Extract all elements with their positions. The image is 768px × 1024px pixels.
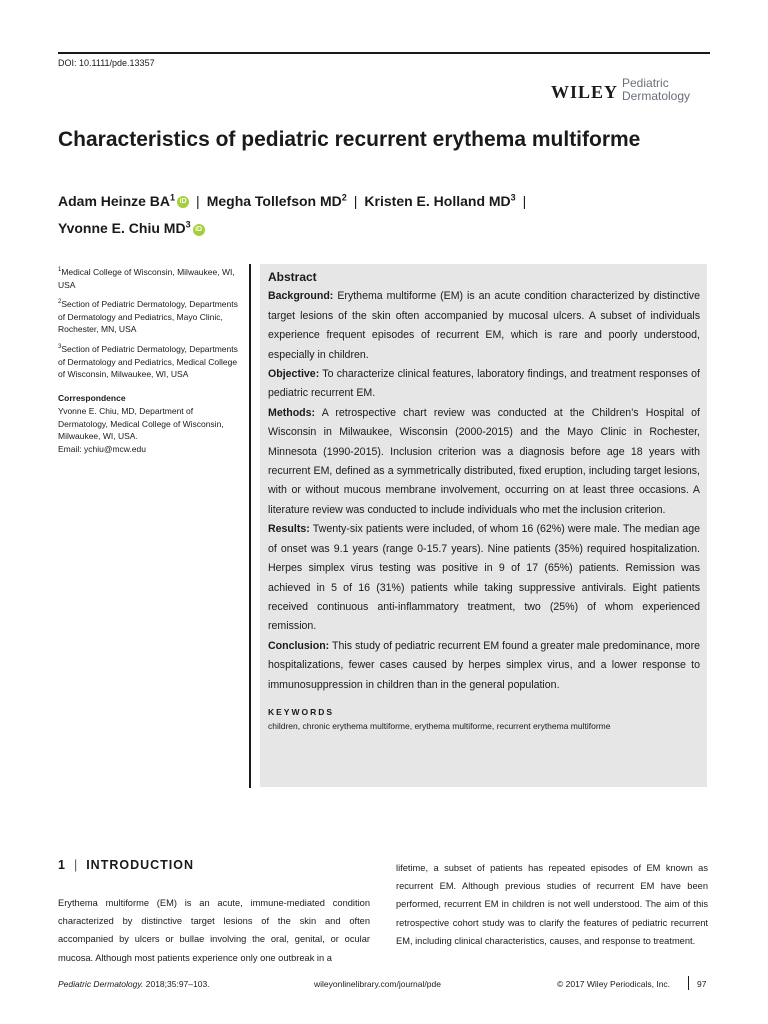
top-rule <box>58 52 710 54</box>
footer-divider <box>688 976 689 990</box>
abstract-conclusion: Conclusion: This study of pediatric recurrent EM found a greater male predominance, more hospitalizations, fewer cases caused by herpes simplex virus, and a lower response to immunosuppression in children than in the general population. <box>268 639 700 691</box>
abstract <box>268 268 700 733</box>
footer-citation: Pediatric Dermatology. 2018;35:97–103. <box>58 979 210 989</box>
correspondence-text: Yvonne E. Chiu, MD, Department of Dermatology, Medical College of Wisconsin, Milwaukee, WI, USA. Email: ychiu@mcw.edu <box>58 405 224 454</box>
intro-column-right: lifetime, a subset of patients has repeated episodes of EM known as recurrent EM. Although previous studies of recurrent EM have been performed, recurrent EM in children is not well understood. The aim of this retrospective cohort study was to clarify the features of pediatric recurrent EM, including clinical characteristics, causes, and response to treatment. <box>396 863 708 946</box>
affiliations <box>58 264 243 456</box>
abstract-methods: Methods: A retrospective chart review was conducted at the Children's Hospital of Wisconsin in Milwaukee, Wisconsin (2000-2015) and the Mayo Clinic in Rochester, Minnesota (1990-2015). Inclusion criterion was a diagnosis before age 18 years with recurrent EM, defined as a symmetrically distributed, fixed eruption, including target lesions, with or without mucous membrane involvement, occurring on at least three occasions. A literature review was conducted to include individuals who met the inclusion criterion. <box>268 406 700 516</box>
author-separator: | <box>353 192 358 209</box>
section-separator: | <box>73 858 79 872</box>
article-title: Characteristics of pediatric recurrent erythema multiforme <box>58 128 641 151</box>
correspondence-heading: Correspondence <box>58 393 126 404</box>
author-separator: | <box>522 192 527 209</box>
journal-name <box>622 77 690 103</box>
page-number: 97 <box>697 979 707 989</box>
doi: DOI: 10.1111/pde.13357 <box>58 58 155 68</box>
author-list <box>58 185 698 240</box>
abstract-background: Background: Erythema multiforme (EM) is an acute condition characterized by distinctive target lesions of the skin often accompanied by mucosal ulcers. A subset of individuals experience frequent episodes of recurrent EM, which is rare and poorly understood, especially in children. <box>268 290 700 361</box>
abstract-divider <box>249 264 251 788</box>
abstract-heading: Abstract <box>268 270 317 284</box>
affiliation: $^1$Medical College of Wisconsin, Milwaukee, WI, USA <box>58 266 235 290</box>
footer-copyright: © 2017 Wiley Periodicals, Inc. <box>557 979 671 989</box>
keywords: children, chronic erythema multiforme, erythema multiforme, recurrent erythema multiforme <box>268 720 611 731</box>
intro-column-left: Erythema multiforme (EM) is an acute, immune-mediated condition characterized by distinctive target lesions of the skin and often accompanied by ulcers or bullae involving the oral, genital, or ocular mucosa. Although most patients experience only one outbreak in a <box>58 898 370 963</box>
abstract-results: Results: Twenty-six patients were included, of whom 16 (62%) were male. The median age of onset was 9.1 years (range 0-15.7 years). Nine patients (35%) required hospitalization. Herpes simplex virus testing was positive in 9 of 17 (65%) patients. Remission was achieved in 5 of 16 (31%) patients while taking suppressive antivirals. Eight patients received continuous anti-inflammatory treatment, two (25%) of whom experienced remission. <box>268 523 700 633</box>
footer-url[interactable]: wileyonlinelibrary.com/journal/pde <box>314 979 441 989</box>
orcid-icon[interactable]: iD <box>177 196 189 208</box>
author: Megha Tollefson $MD^2$ <box>206 192 347 209</box>
section-heading <box>58 858 194 872</box>
publisher-logo: WILEY <box>551 82 619 102</box>
correspondence-email[interactable]: Email: ychiu@mcw.edu <box>58 443 146 454</box>
orcid-icon[interactable]: iD <box>193 224 205 236</box>
section-title: INTRODUCTION <box>86 858 195 872</box>
keywords-heading: KEYWORDS <box>268 706 335 717</box>
journal-name-line2: Dermatology <box>622 89 691 103</box>
journal-name-line1: Pediatric <box>622 76 669 90</box>
author: Kristen E. Holland $MD^3$ <box>364 192 516 209</box>
affiliation: $^3$Section of Pediatric Dermatology, Departments of Dermatology and Pediatrics, Medical College of Wisconsin, Milwaukee, WI, USA <box>58 344 238 380</box>
author: Adam Heinze $BA^1$ <box>58 192 176 209</box>
abstract-objective: Objective: To characterize clinical features, laboratory findings, and treatment responses of pediatric recurrent EM. <box>268 368 700 400</box>
author-separator: | <box>196 192 200 209</box>
affiliation: $^2$Section of Pediatric Dermatology, Departments of Dermatology and Pediatrics, Mayo Clinic, Rochester, MN, USA <box>58 299 238 335</box>
author: Yvonne E. Chiu $MD^3$ <box>58 219 191 237</box>
section-number: 1 <box>58 858 66 872</box>
